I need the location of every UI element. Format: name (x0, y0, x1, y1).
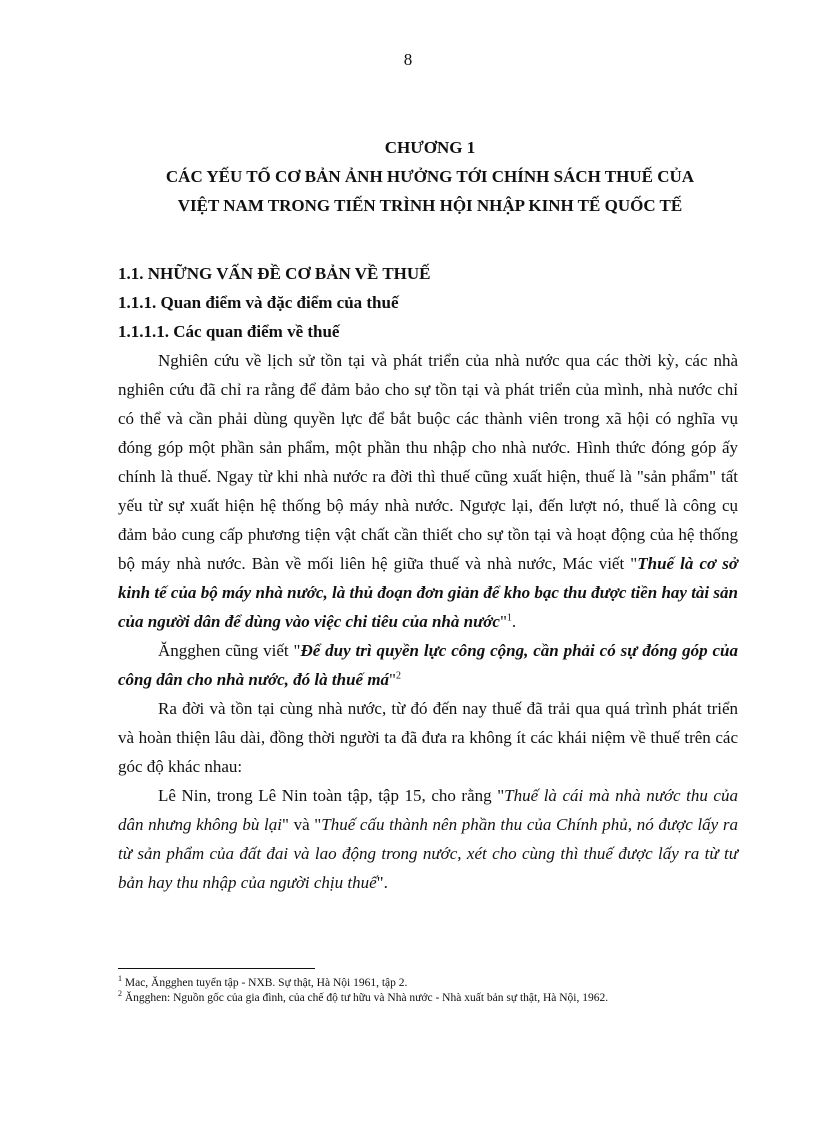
section-heading-1-1: 1.1. NHỮNG VẤN ĐỀ CƠ BẢN VỀ THUẾ (118, 264, 431, 283)
footnote-separator (118, 968, 315, 969)
chapter-label: CHƯƠNG 1 (384, 138, 476, 157)
marx-quote: Thuế là cơ sở kinh tế của bộ máy nhà nước, là thủ đoạn đơn giản để kho bạc thu được tiền hay tài sản của người dân để dùng vào việc chi tiêu của nhà nước (118, 554, 738, 631)
paragraph-concepts: Ra đời và tồn tại cùng nhà nước, từ đó đến nay thuế đã trải qua quá trình phát triển và hoàn thiện lâu dài, đồng thời người ta đã đưa ra không ít các khái niệm về thuế trên các góc độ khác nhau: (118, 699, 738, 776)
footnote-ref-1: 1 (506, 612, 512, 624)
footnote-number: 1 (118, 974, 122, 984)
chapter-title-line-1: CÁC YẾU TỐ CƠ BẢN ẢNH HƯỞNG TỚI CHÍNH SÁCH THUẾ CỦA (165, 167, 695, 186)
paragraph-middle: " và " (281, 815, 322, 834)
paragraph-end: . (511, 612, 517, 631)
page-number: 8 (403, 50, 413, 69)
paragraph-text: Ăngghen cũng viết " (158, 641, 301, 660)
body-text (118, 346, 738, 897)
section-heading-1-1-1-1: 1.1.1.1. Các quan điểm về thuế (118, 322, 340, 341)
paragraph-marx (118, 346, 738, 636)
paragraph-text: Lê Nin, trong Lê Nin toàn tập, tập 15, cho rằng " (158, 786, 505, 805)
footnote-number: 2 (118, 989, 122, 999)
footnote-2 (118, 991, 758, 1006)
paragraph-lenin (118, 781, 738, 897)
section-headings (118, 259, 738, 346)
lenin-quote-2: Thuế cấu thành nên phần thu của Chính phủ, nó được lấy ra từ sản phẩm của đất đai và lao động trong nước, xét cho cùng thì thuế được lấy ra từ tư bản hay thu nhập của người chịu thuế (118, 815, 739, 892)
chapter-title-line-2: VIỆT NAM TRONG TIẾN TRÌNH HỘI NHẬP KINH TẾ QUỐC TẾ (177, 196, 683, 215)
lenin-quote-1: Thuế là cái mà nhà nước thu của dân nhưng không bù lại (118, 786, 738, 834)
section-heading-1-1-1: 1.1.1. Quan điểm và đặc điểm của thuế (118, 293, 399, 312)
paragraph-end: ". (376, 873, 388, 892)
paragraph-text: Nghiên cứu về lịch sử tồn tại và phát triển của nhà nước qua các thời kỳ, các nhà nghiên cứu đã chỉ ra rằng để đảm bảo cho sự tồn tại và phát triển của mình, nhà nước chỉ có thể và cần phải dùng quyền lực để bắt buộc các thành viên trong xã hội có nghĩa vụ đóng góp một phần sản phẩm, một phần thu nhập cho nhà nước. Hình thức đóng góp ấy chính là thuế. Ngay từ khi nhà nước ra đời thì thuế cũng xuất hiện, thuế là "sản phẩm" tất yếu từ sự xuất hiện hệ thống bộ máy nhà nước. Ngược lại, đến lượt nó, thuế là công cụ đảm bảo cung cấp phương tiện vật chất cần thiết cho sự tồn tại và hoạt động của hệ thống bộ máy nhà nước. Bàn về mối liên hệ giữa thuế và nhà nước, Mác viết " (118, 351, 738, 573)
footnote-text: Mac, Ăngghen tuyển tập - NXB. Sự thật, Hà Nội 1961, tập 2. (124, 977, 408, 989)
footnote-ref-2: 2 (396, 670, 401, 682)
engels-quote: Để duy trì quyền lực công cộng, cần phải có sự đóng góp của công dân cho nhà nước, đó là thuế má (118, 641, 738, 689)
paragraph-engels (118, 636, 738, 694)
quote-close: " (499, 612, 507, 631)
quote-close: " (389, 670, 396, 689)
footnote-text: Ăngghen: Nguồn gốc của gia đình, của chế độ tư hữu và Nhà nước - Nhà xuất bản sự thật, Hà Nội, 1962. (124, 992, 609, 1004)
chapter-heading (100, 133, 760, 220)
footnotes (118, 976, 758, 1006)
footnote-1 (118, 976, 758, 991)
